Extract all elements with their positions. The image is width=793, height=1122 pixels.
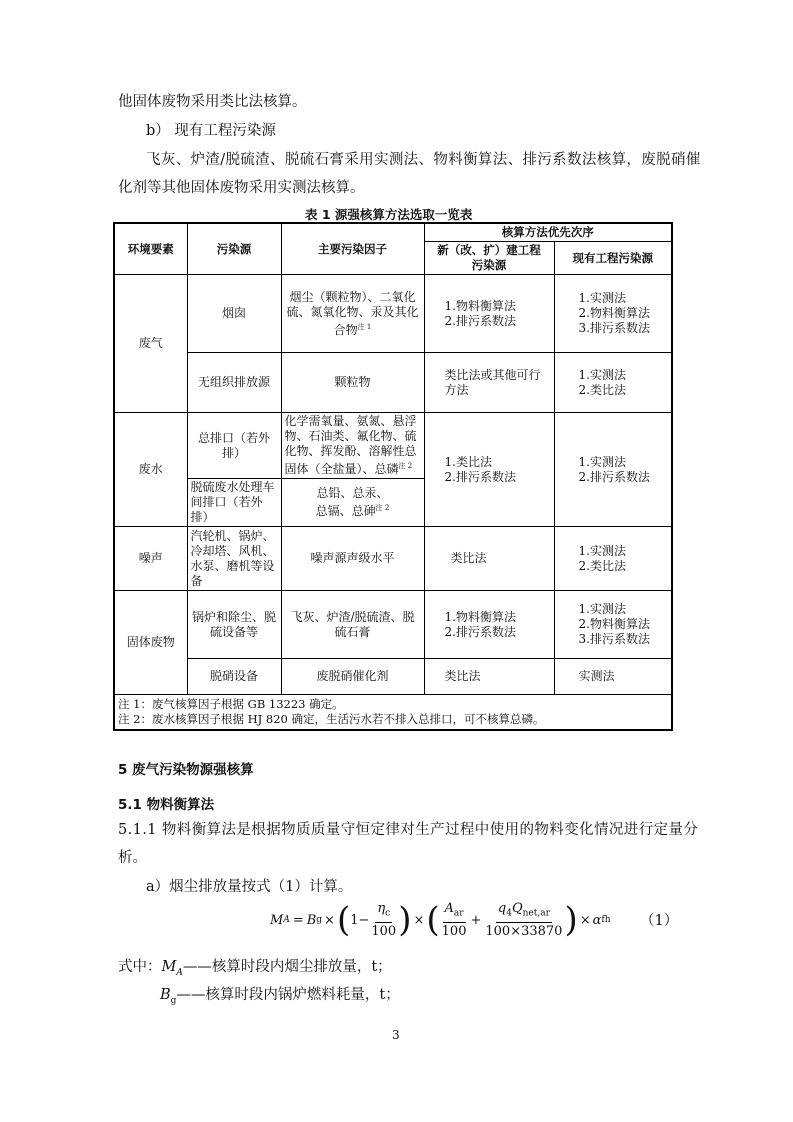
exist-method-wastewater <box>554 413 672 527</box>
intro-line-3: 飞灰、炉渣/脱硫渣、脱硫石膏采用实测法、物料衡算法、排污系数法核算，废脱硝催 <box>146 152 701 168</box>
note-ref: 注 1 <box>357 322 372 331</box>
method-table <box>113 222 673 731</box>
method-item: 3.排污系数法 <box>578 321 650 335</box>
formula-hundred: 100 <box>371 924 397 940</box>
new-method-fugitive: 类比法或其他可行方法 <box>424 353 554 413</box>
factor-desulf-line2-text: 总镉、总砷 <box>315 504 376 518</box>
method-item: 1.实测法 <box>578 291 626 305</box>
source-chimney: 烟囱 <box>187 275 281 353</box>
formula-bg-sub: g <box>316 915 323 925</box>
formula-qnet-sub: net,ar <box>522 908 550 919</box>
factor-denitration: 废脱硝催化剂 <box>281 659 424 695</box>
formula-q4-sub: 4 <box>506 908 512 919</box>
formula-1 <box>270 890 611 950</box>
item-a: a）烟尘排放量按式（1）计算。 <box>146 879 353 895</box>
source-fugitive: 无组织排放源 <box>187 353 281 413</box>
note-1: 注 1：废气核算因子根据 GB 13223 确定。 <box>118 697 344 711</box>
header-existing-source: 现有工程污染源 <box>554 242 672 275</box>
method-item: 2.类比法 <box>578 558 626 573</box>
formula-q4: q <box>497 900 507 916</box>
var-line-2 <box>160 985 400 1011</box>
formula-frac-aar <box>440 900 469 941</box>
note-ref: 注 2 <box>398 462 413 470</box>
method-item: 1.物料衡算法 <box>444 609 516 624</box>
section-5-1-1-line-1: 5.1.1 物料衡算法是根据物质质量守恒定律对生产过程中使用的物料变化情况进行定量分 <box>118 822 699 838</box>
method-item: 2.物料衡算法 <box>578 306 650 320</box>
header-new-source-line2: 污染源 <box>471 258 507 272</box>
note-2: 注 2：废水核算因子根据 HJ 820 确定，生活污水若不排入总排口，可不核算总磷。 <box>118 712 545 726</box>
intro-line-4: 化剂等其他固体废物采用实测法核算。 <box>118 180 365 196</box>
formula-times: × <box>324 912 335 928</box>
method-item: 1.实测法 <box>578 367 626 382</box>
intro-line-2: b） 现有工程污染源 <box>146 123 276 139</box>
method-item: 1.物料衡算法 <box>444 298 516 313</box>
new-method-wastewater <box>424 413 554 527</box>
formula-paren: ( <box>336 900 351 940</box>
var2-symbol: B <box>160 987 171 1003</box>
table-caption: 表 1 源强核算方法选取一览表 <box>305 207 473 222</box>
note-ref: 注 2 <box>375 504 390 512</box>
exist-method-fugitive <box>554 353 672 413</box>
formula-den2: 100×33870 <box>485 924 563 940</box>
method-item: 1.类比法 <box>444 454 492 469</box>
formula-paren: ) <box>398 900 412 940</box>
exist-method-chimney <box>554 275 672 353</box>
method-item: 2.排污系数法 <box>444 313 516 328</box>
table-notes <box>114 695 672 731</box>
formula-plus: + <box>470 912 482 928</box>
exist-method-noise <box>554 527 672 591</box>
formula-eta: η <box>377 900 386 916</box>
formula-paren: ) <box>564 900 578 940</box>
header-new-source-line1: 新（改、扩）建工程 <box>437 243 541 257</box>
method-item: 2.排污系数法 <box>578 469 650 484</box>
var1-sub: A <box>176 967 183 978</box>
method-item: 2.排污系数法 <box>444 624 516 639</box>
method-item: 1.实测法 <box>578 602 626 616</box>
env-solid-waste: 固体废物 <box>114 591 187 695</box>
env-wastewater: 废水 <box>114 413 187 527</box>
section-5-title: 5 废气污染物源强核算 <box>118 762 254 778</box>
method-item: 1.实测法 <box>578 543 626 558</box>
method-item: 3.排污系数法 <box>578 632 650 646</box>
formula-qnet: Q <box>511 900 523 916</box>
source-noise: 汽轮机、锅炉、冷却塔、风机、水泵、磨机等设备 <box>187 527 281 591</box>
factor-chimney-text: 烟尘（颗粒物）、二氧化硫、氮氧化物、汞及其化合物 <box>286 289 419 337</box>
new-method-denitration: 类比法 <box>424 659 554 695</box>
source-main-outlet: 总排口（若外排） <box>187 413 281 479</box>
factor-boiler: 飞灰、炉渣/脱硫渣、脱硫石膏 <box>281 591 424 659</box>
var2-desc: ——核算时段内锅炉燃料耗量，t； <box>176 987 400 1003</box>
var-line-1 <box>118 957 392 983</box>
new-method-noise: 类比法 <box>424 527 554 591</box>
exist-method-denitration: 实测法 <box>554 659 672 695</box>
formula-lhs: M <box>270 912 284 928</box>
header-priority: 核算方法优先次序 <box>424 223 672 242</box>
factor-fugitive: 颗粒物 <box>281 353 424 413</box>
formula-one-minus: 1− <box>350 912 370 928</box>
header-source: 污染源 <box>187 223 281 275</box>
page-number: 3 <box>392 1028 400 1042</box>
formula-number: （1） <box>640 913 679 929</box>
source-denitration: 脱硝设备 <box>187 659 281 695</box>
new-method-chimney <box>424 275 554 353</box>
intro-line-1: 他固体废物采用类比法核算。 <box>118 94 307 110</box>
var1-symbol: M <box>161 959 177 975</box>
formula-hundred: 100 <box>441 924 467 940</box>
var2-sub: g <box>170 995 177 1006</box>
factor-chimney <box>281 275 424 353</box>
header-new-source <box>424 242 554 275</box>
formula-frac-eta <box>369 900 398 941</box>
var1-desc: ——核算时段内烟尘排放量，t； <box>182 959 392 975</box>
factor-desulf-outlet <box>281 479 424 527</box>
source-desulf-outlet: 脱硫废水处理车间排口（若外排） <box>187 479 281 527</box>
factor-desulf-line1: 总铅、总汞、 <box>316 486 389 500</box>
formula-times: × <box>579 912 591 928</box>
env-noise: 噪声 <box>114 527 187 591</box>
method-item: 2.排污系数法 <box>444 469 516 484</box>
source-boiler: 锅炉和除尘、脱硫设备等 <box>187 591 281 659</box>
env-exhaust: 废气 <box>114 275 187 413</box>
formula-lhs-sub: A <box>283 915 290 925</box>
formula-eta-sub: c <box>385 908 391 919</box>
method-item: 2.类比法 <box>578 382 626 397</box>
new-method-boiler <box>424 591 554 659</box>
formula-alpha-sub: fh <box>601 915 611 925</box>
formula-alpha: α <box>592 912 602 928</box>
formula-times: × <box>413 912 425 928</box>
factor-noise: 噪声源声级水平 <box>281 527 424 591</box>
factor-desulf-line2 <box>285 501 421 519</box>
header-env: 环境要素 <box>114 223 187 275</box>
formula-paren: ( <box>426 900 440 940</box>
header-factor: 主要污染因子 <box>281 223 424 275</box>
section-5-1-1-line-2: 析。 <box>118 850 147 866</box>
factor-main-outlet <box>281 413 424 479</box>
formula-frac-q <box>483 900 564 941</box>
formula-eq: = <box>292 912 304 928</box>
factor-main-outlet-text: 化学需氧量、氨氮、悬浮物、石油类、氟化物、硫化物、挥发酚、溶解性总固体（全盐量）、总磷 <box>284 414 417 476</box>
section-5-1-title: 5.1 物料衡算法 <box>118 797 215 813</box>
formula-aar-sub: ar <box>453 908 464 919</box>
method-item: 1.实测法 <box>578 454 626 469</box>
exist-method-boiler <box>554 591 672 659</box>
formula-bg: B <box>306 912 317 928</box>
formula-aar: A <box>444 900 454 916</box>
where-label: 式中： <box>118 959 162 975</box>
method-item: 2.物料衡算法 <box>578 617 650 631</box>
